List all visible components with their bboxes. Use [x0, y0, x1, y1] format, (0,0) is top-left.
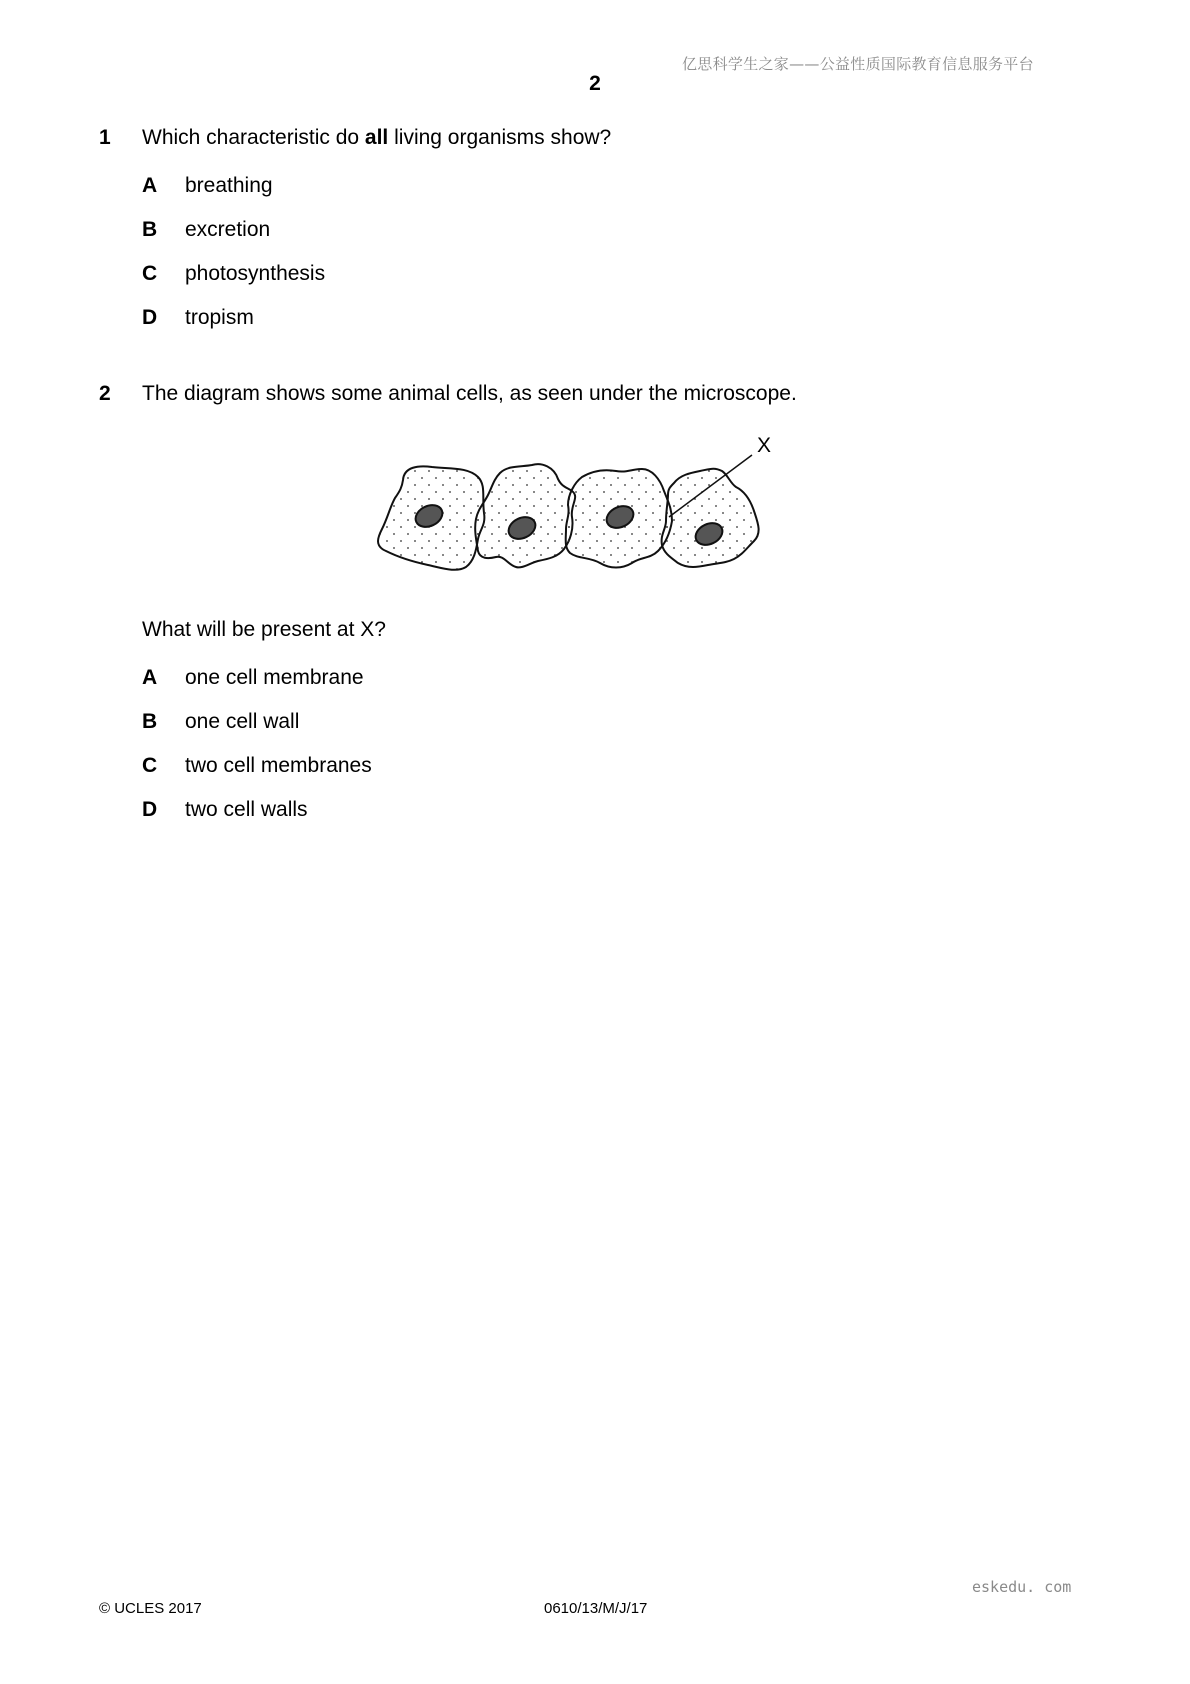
option-letter: D	[142, 798, 158, 821]
option-text: breathing	[185, 174, 273, 197]
cell-2	[475, 464, 575, 567]
option-text: tropism	[185, 306, 254, 329]
option-d[interactable]	[142, 304, 254, 332]
option-text: two cell membranes	[185, 754, 372, 777]
animal-cells-diagram	[370, 425, 810, 595]
option-text: two cell walls	[185, 798, 308, 821]
question-text-emphasis: all	[364, 126, 389, 149]
question-prompt: What will be present at X?	[142, 618, 386, 641]
option-letter: A	[142, 666, 158, 689]
option-text: excretion	[185, 218, 271, 241]
option-a[interactable]	[142, 664, 364, 692]
question-text: The diagram shows some animal cells, as seen under the microscope.	[142, 382, 797, 405]
question-number: 2	[99, 382, 111, 405]
option-c[interactable]	[142, 752, 372, 780]
option-letter: D	[142, 306, 158, 329]
header-watermark: 亿思科学生之家——公益性质国际教育信息服务平台	[682, 55, 1034, 73]
option-text: one cell wall	[185, 710, 300, 733]
option-d[interactable]	[142, 796, 308, 824]
option-letter: C	[142, 262, 158, 285]
paper-code: 0610/13/M/J/17	[544, 1600, 648, 1617]
footer-watermark: eskedu. com	[972, 1578, 1072, 1596]
page-number: 2	[589, 72, 601, 95]
question-text-part: living organisms show?	[388, 126, 612, 149]
option-c[interactable]	[142, 260, 325, 288]
cell-4	[662, 469, 759, 567]
question-text-part: Which characteristic do	[142, 126, 365, 149]
label-x: X	[757, 434, 772, 457]
option-b[interactable]	[142, 216, 270, 244]
copyright: © UCLES 2017	[99, 1600, 202, 1617]
question-number: 1	[99, 126, 111, 149]
option-b[interactable]	[142, 708, 299, 736]
option-letter: B	[142, 710, 158, 733]
question-text	[142, 124, 611, 152]
option-text: one cell membrane	[185, 666, 364, 689]
option-a[interactable]	[142, 172, 273, 200]
option-letter: B	[142, 218, 158, 241]
option-text: photosynthesis	[185, 262, 326, 285]
option-letter: A	[142, 174, 158, 197]
option-letter: C	[142, 754, 158, 777]
